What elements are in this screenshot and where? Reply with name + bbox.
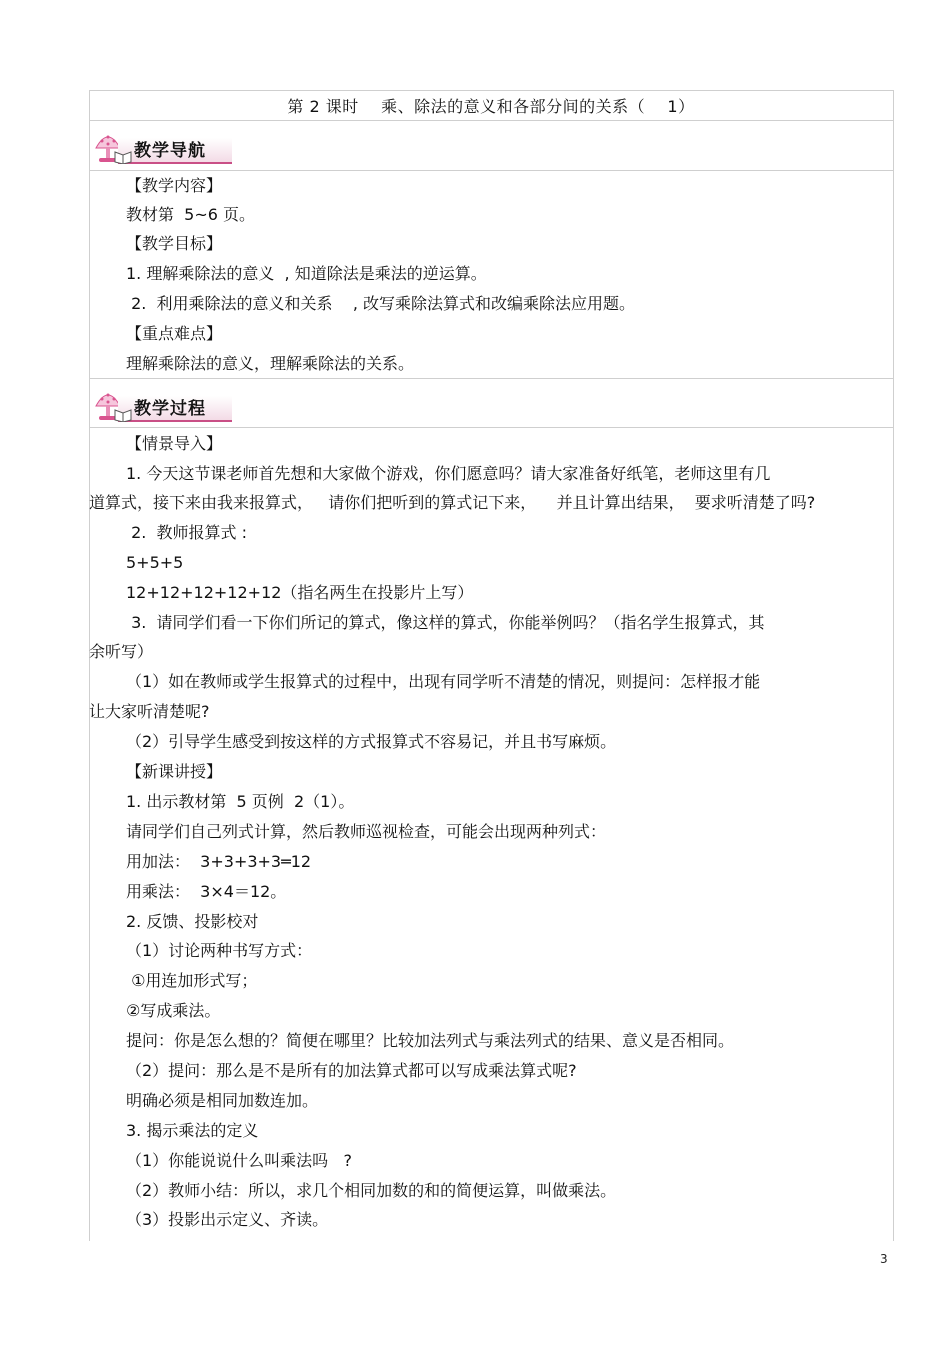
paragraph: ②写成乘法。 [126,1001,221,1020]
paragraph: （2）提问：那么是不是所有的加法算式都可以写成乘法算式呢? [126,1061,577,1080]
paragraph: 1. 理解乘除法的意义 , 知道除法是乘法的逆运算。 [126,264,487,283]
paragraph: 明确必须是相同加数连加。 [126,1091,319,1110]
heading-key-points: 【重点难点】 [126,324,223,343]
divider [89,378,893,379]
paragraph: 3. 揭示乘法的定义 [126,1121,259,1140]
lesson-title: 第 2 课时 乘、除法的意义和各部分间的关系（ 1） [287,97,695,116]
paragraph: （3）投影出示定义、齐读。 [126,1210,329,1229]
paragraph: 让大家听清楚呢? [89,702,210,721]
divider [89,120,893,121]
book-icon [114,150,132,164]
paragraph: 教材第 5~6 页。 [126,205,256,224]
paragraph: 余听写） [89,642,154,661]
paragraph: 12+12+12+12+12（指名两生在投影片上写） [126,583,474,602]
paragraph: 2. 利用乘除法的意义和关系 , 改写乘除法算式和改编乘除法应用题。 [126,294,636,313]
paragraph: 3. 请同学们看一下你们所记的算式，像这样的算式，你能举例吗？（指名学生报算式，其 [126,613,765,632]
paragraph: ①用连加形式写； [126,971,258,990]
section-banner-process [88,384,234,426]
book-icon [114,408,132,422]
paragraph: 提问：你是怎么想的？简便在哪里？比较加法列式与乘法列式的结果、意义是否相同。 [126,1031,735,1050]
section-label: 教学导航 [134,141,206,161]
heading-intro: 【情景导入】 [126,434,223,453]
section-label: 教学过程 [134,399,206,419]
paragraph: （2）教师小结：所以，求几个相同加数的和的简便运算，叫做乘法。 [126,1181,617,1200]
heading-content: 【教学内容】 [126,176,223,195]
paragraph: 1. 出示教材第 5 页例 2（1）。 [126,792,355,811]
heading-new-lesson: 【新课讲授】 [126,762,223,781]
paragraph: 2. 反馈、投影校对 [126,912,259,931]
paragraph: 2. 教师报算式 : [126,523,248,542]
paragraph: 5+5+5 [126,553,184,572]
paragraph: （1）如在教师或学生报算式的过程中，出现有同学听不清楚的情况，则提问：怎样报才能 [126,672,761,691]
paragraph: 用加法： 3+3+3+3═12 [126,852,312,871]
paragraph: 道算式，接下来由我来报算式， 请你们把听到的算式记下来， 并且计算出结果， 要求听清楚了吗? [89,493,816,512]
divider [89,170,893,171]
paragraph: （1）你能说说什么叫乘法吗 ? [126,1151,352,1170]
page-number: 3 [880,1252,888,1266]
paragraph: 1. 今天这节课老师首先想和大家做个游戏，你们愿意吗？请大家准备好纸笔，老师这里有几 [126,464,771,483]
paragraph: 请同学们自己列式计算，然后教师巡视检查，可能会出现两种列式： [126,822,607,841]
divider [89,427,893,428]
paragraph: （2）引导学生感受到按这样的方式报算式不容易记，并且书写麻烦。 [126,732,617,751]
section-banner-nav [88,126,234,168]
paragraph: 理解乘除法的意义，理解乘除法的关系。 [126,354,415,373]
paragraph: （1）讨论两种书写方式： [126,941,313,960]
heading-goals: 【教学目标】 [126,234,223,253]
paragraph: 用乘法： 3×4＝12。 [126,882,287,901]
